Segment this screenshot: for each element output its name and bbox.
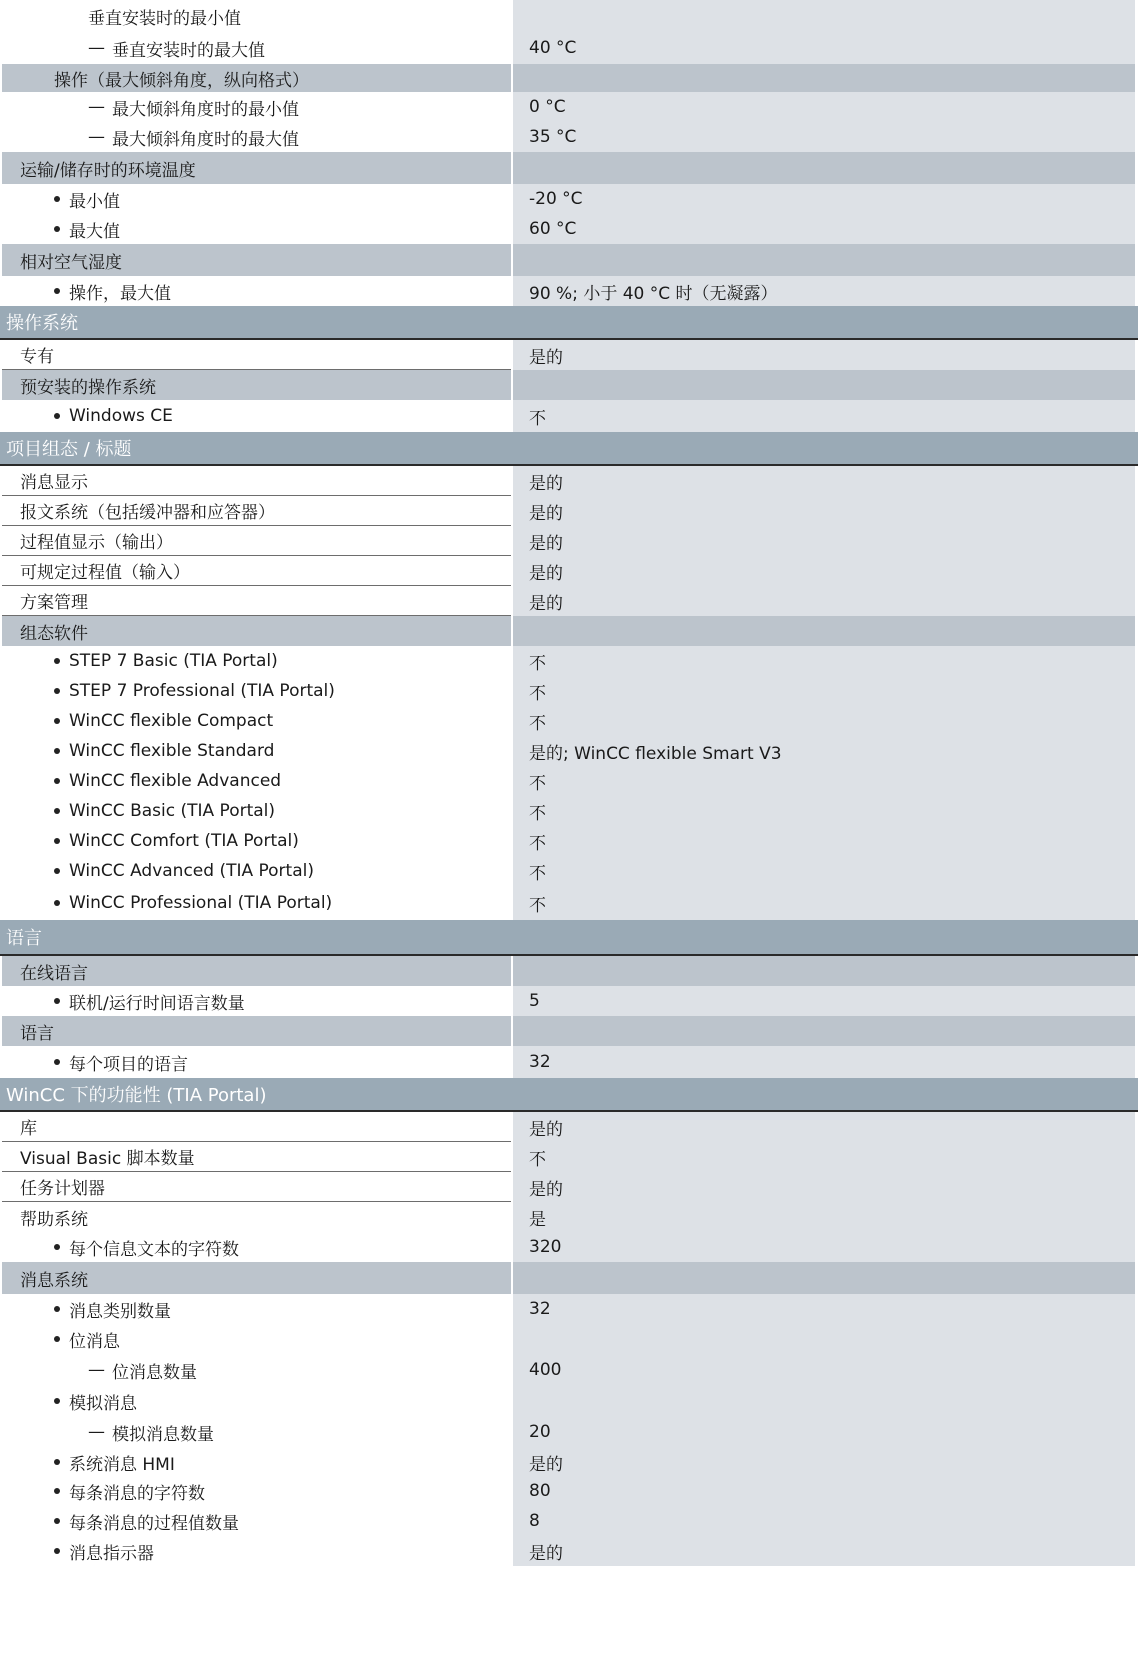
- row-label-cell: [2, 0, 511, 32]
- row-label: 专有: [20, 347, 54, 367]
- row-value: 是: [529, 1209, 546, 1230]
- row-value-cell: [513, 1142, 1135, 1172]
- bullet-icon: [54, 1459, 60, 1465]
- row-value: 是的: [529, 593, 563, 614]
- row-value-cell: [513, 676, 1135, 706]
- bullet-icon: [54, 808, 60, 814]
- table-row: [0, 1416, 1138, 1448]
- subheader-row: [0, 616, 1138, 646]
- row-value: -20 °C: [529, 189, 583, 209]
- row-label: 可规定过程值（输入）: [20, 563, 190, 583]
- table-row: [0, 736, 1138, 766]
- row-value-cell: [513, 956, 1135, 986]
- table-row: [0, 92, 1138, 122]
- row-label: WinCC Basic (TIA Portal): [69, 801, 276, 821]
- row-label-cell: [2, 184, 511, 214]
- category-header: [0, 1078, 1138, 1112]
- row-value: 不: [529, 1149, 546, 1170]
- row-value-cell: [513, 1202, 1135, 1232]
- row-label: 每条消息的过程值数量: [69, 1513, 239, 1534]
- row-value-cell: [513, 586, 1135, 616]
- row-label-cell: [2, 1476, 511, 1506]
- category-title: 操作系统: [6, 313, 78, 334]
- row-value-cell: [513, 616, 1135, 646]
- row-label-cell: [2, 1046, 511, 1078]
- row-label-cell: [2, 466, 511, 496]
- row-value-cell: [513, 1324, 1135, 1354]
- row-value-cell: [513, 184, 1135, 214]
- row-value-cell: [513, 526, 1135, 556]
- bullet-icon: [54, 998, 60, 1004]
- row-value: 400: [529, 1360, 562, 1380]
- row-label: Visual Basic 脚本数量: [20, 1149, 195, 1169]
- row-label-cell: [2, 766, 511, 796]
- row-label-cell: [2, 1172, 511, 1202]
- row-value-cell: [513, 1294, 1135, 1324]
- dash-icon: —: [88, 38, 105, 58]
- row-value-cell: [513, 1354, 1135, 1386]
- row-label-cell: [2, 736, 511, 766]
- dash-icon: —: [88, 97, 105, 117]
- bullet-icon: [54, 778, 60, 784]
- table-row: [0, 340, 1138, 370]
- row-label-cell: [2, 152, 511, 184]
- bullet-icon: [54, 748, 60, 754]
- row-value-cell: [513, 826, 1135, 856]
- row-label-cell: [2, 1386, 511, 1416]
- row-label: 相对空气湿度: [20, 252, 122, 273]
- bullet-icon: [54, 1518, 60, 1524]
- bullet-icon: [54, 658, 60, 664]
- row-label: 库: [20, 1119, 37, 1139]
- table-row: [0, 1172, 1138, 1202]
- row-value-cell: [513, 1416, 1135, 1448]
- row-value: 320: [529, 1237, 562, 1257]
- dash-icon: —: [88, 1360, 105, 1380]
- bullet-icon: [54, 413, 60, 419]
- row-label: Windows CE: [69, 406, 173, 426]
- row-label-cell: [2, 1262, 511, 1294]
- table-row: [0, 526, 1138, 556]
- row-label-cell: [2, 1202, 511, 1232]
- bullet-icon: [54, 1244, 60, 1250]
- row-label: 组态软件: [20, 623, 88, 644]
- row-label: 模拟消息: [69, 1393, 137, 1414]
- row-value-cell: [513, 556, 1135, 586]
- row-label: 帮助系统: [20, 1209, 88, 1230]
- row-value-cell: [513, 1476, 1135, 1506]
- row-value-cell: [513, 64, 1135, 92]
- row-label-cell: [2, 214, 511, 244]
- row-value: 是的; WinCC flexible Smart V3: [529, 743, 782, 764]
- table-row: [0, 1476, 1138, 1506]
- row-value: 不: [529, 683, 546, 704]
- table-row: [0, 796, 1138, 826]
- bullet-icon: [54, 226, 60, 232]
- row-value-cell: [513, 1232, 1135, 1262]
- row-value-cell: [513, 1046, 1135, 1078]
- row-label: 最大倾斜角度时的最小值: [112, 99, 299, 120]
- row-label-cell: [2, 400, 511, 432]
- table-row: [0, 856, 1138, 886]
- table-row: [0, 400, 1138, 432]
- row-value: 是的: [529, 1179, 563, 1200]
- row-label-cell: [2, 526, 511, 556]
- row-label-cell: [2, 856, 511, 886]
- table-row: [0, 1506, 1138, 1536]
- category-header: [0, 306, 1138, 340]
- row-value-cell: [513, 766, 1135, 796]
- row-label: 最大值: [69, 221, 120, 242]
- row-value: 是的: [529, 347, 563, 368]
- row-value-cell: [513, 646, 1135, 676]
- row-label: 操作（最大倾斜角度，纵向格式）: [54, 70, 309, 91]
- row-label: WinCC Professional (TIA Portal): [69, 893, 333, 913]
- row-label-cell: [2, 556, 511, 586]
- row-value-cell: [513, 1536, 1135, 1566]
- row-value: 是的: [529, 473, 563, 494]
- row-label: 系统消息 HMI: [69, 1454, 175, 1475]
- row-label: 每个项目的语言: [69, 1054, 188, 1075]
- row-value: 是的: [529, 1543, 563, 1564]
- bullet-icon: [54, 1306, 60, 1312]
- row-value-cell: [513, 706, 1135, 736]
- table-row: [0, 0, 1138, 32]
- row-value-cell: [513, 856, 1135, 886]
- row-label: 过程值显示（输出）: [20, 533, 173, 553]
- table-row: [0, 1112, 1138, 1142]
- row-label-cell: [2, 956, 511, 986]
- row-label: WinCC flexible Advanced: [69, 771, 282, 791]
- row-label-cell: [2, 1536, 511, 1566]
- subheader-row: [0, 152, 1138, 184]
- row-label: 运输/储存时的环境温度: [20, 160, 196, 181]
- row-label-cell: [2, 1232, 511, 1262]
- row-value: 32: [529, 1052, 551, 1072]
- row-label-cell: [2, 1016, 511, 1046]
- subheader-row: [0, 370, 1138, 400]
- row-label: WinCC Comfort (TIA Portal): [69, 831, 299, 851]
- bullet-icon: [54, 1336, 60, 1342]
- table-row: [0, 826, 1138, 856]
- row-value: 不: [529, 408, 546, 429]
- table-row: [0, 556, 1138, 586]
- row-value: 不: [529, 653, 546, 674]
- row-label: STEP 7 Basic (TIA Portal): [69, 651, 278, 671]
- table-row: [0, 1232, 1138, 1262]
- row-value-cell: [513, 1448, 1135, 1476]
- row-label: 消息显示: [20, 473, 88, 493]
- row-label: 语言: [20, 1023, 54, 1044]
- row-label: 位消息数量: [112, 1362, 197, 1383]
- row-label-cell: [2, 616, 511, 646]
- subheader-row: [0, 956, 1138, 986]
- row-label-cell: [2, 122, 511, 152]
- row-label: WinCC Advanced (TIA Portal): [69, 861, 314, 881]
- row-label-cell: [2, 1506, 511, 1536]
- row-value: 8: [529, 1511, 540, 1531]
- row-value: 20: [529, 1422, 551, 1442]
- row-label: 操作，最大值: [69, 283, 171, 304]
- row-label: 报文系统（包括缓冲器和应答器）: [20, 503, 275, 523]
- row-value: 35 °C: [529, 127, 577, 147]
- subheader-row: [0, 244, 1138, 276]
- row-value: 90 %; 小于 40 °C 时（无凝露）: [529, 283, 778, 304]
- row-value: 60 °C: [529, 219, 577, 239]
- row-label: 消息类别数量: [69, 1301, 171, 1322]
- table-row: [0, 122, 1138, 152]
- row-label: WinCC flexible Standard: [69, 741, 275, 761]
- row-value-cell: [513, 1386, 1135, 1416]
- row-value-cell: [513, 1016, 1135, 1046]
- table-row: [0, 214, 1138, 244]
- category-header: [0, 432, 1138, 466]
- row-value: 不: [529, 803, 546, 824]
- row-value: 不: [529, 713, 546, 734]
- table-row: [0, 986, 1138, 1016]
- table-row: [0, 466, 1138, 496]
- row-label-cell: [2, 1324, 511, 1354]
- row-label: 最大倾斜角度时的最大值: [112, 129, 299, 150]
- row-value: 5: [529, 991, 540, 1011]
- bullet-icon: [54, 838, 60, 844]
- row-label: 垂直安装时的最小值: [88, 8, 241, 29]
- bullet-icon: [54, 688, 60, 694]
- row-label: 任务计划器: [20, 1179, 105, 1199]
- row-value-cell: [513, 370, 1135, 400]
- row-value: 是的: [529, 1454, 563, 1475]
- row-value-cell: [513, 886, 1135, 920]
- category-header: [0, 920, 1138, 956]
- row-label: 最小值: [69, 191, 120, 212]
- row-value-cell: [513, 1262, 1135, 1294]
- row-label-cell: [2, 1416, 511, 1448]
- bullet-icon: [54, 900, 60, 906]
- row-label: 位消息: [69, 1331, 120, 1352]
- category-title: WinCC 下的功能性 (TIA Portal): [6, 1085, 267, 1106]
- row-value-cell: [513, 1506, 1135, 1536]
- row-label-cell: [2, 340, 511, 370]
- row-value: 是的: [529, 1119, 563, 1140]
- row-value: 40 °C: [529, 38, 577, 58]
- table-row: [0, 1294, 1138, 1324]
- bullet-icon: [54, 196, 60, 202]
- dash-icon: —: [88, 127, 105, 147]
- row-value: 不: [529, 863, 546, 884]
- row-label: STEP 7 Professional (TIA Portal): [69, 681, 335, 701]
- table-row: [0, 1448, 1138, 1476]
- row-label-cell: [2, 676, 511, 706]
- row-value-cell: [513, 0, 1135, 32]
- row-label-cell: [2, 1112, 511, 1142]
- row-label: 消息指示器: [69, 1543, 154, 1564]
- row-label-cell: [2, 1354, 511, 1386]
- row-label: 预安装的操作系统: [20, 377, 156, 398]
- row-label-cell: [2, 586, 511, 616]
- row-value: 是的: [529, 563, 563, 584]
- row-value: 不: [529, 773, 546, 794]
- table-row: [0, 276, 1138, 306]
- row-value-cell: [513, 986, 1135, 1016]
- row-label: 垂直安装时的最大值: [112, 40, 265, 61]
- row-label: WinCC flexible Compact: [69, 711, 274, 731]
- row-label-cell: [2, 92, 511, 122]
- row-label-cell: [2, 370, 511, 400]
- row-label-cell: [2, 706, 511, 736]
- row-label-cell: [2, 1142, 511, 1172]
- row-value-cell: [513, 152, 1135, 184]
- row-value: 0 °C: [529, 97, 566, 117]
- subheader-row: [0, 64, 1138, 92]
- subheader-row: [0, 1016, 1138, 1046]
- row-label-cell: [2, 276, 511, 306]
- row-label-cell: [2, 64, 511, 92]
- row-label-cell: [2, 244, 511, 276]
- row-value-cell: [513, 244, 1135, 276]
- row-label: 联机/运行时间语言数量: [69, 993, 245, 1014]
- table-row: [0, 32, 1138, 64]
- row-label-cell: [2, 986, 511, 1016]
- row-value-cell: [513, 92, 1135, 122]
- bullet-icon: [54, 868, 60, 874]
- table-row: [0, 1202, 1138, 1232]
- category-title: 项目组态 / 标题: [6, 439, 132, 460]
- bullet-icon: [54, 718, 60, 724]
- row-label-cell: [2, 1294, 511, 1324]
- row-value-cell: [513, 736, 1135, 766]
- row-value: 32: [529, 1299, 551, 1319]
- dash-icon: —: [88, 1422, 105, 1442]
- row-value: 80: [529, 1481, 551, 1501]
- row-label-cell: [2, 32, 511, 64]
- row-value-cell: [513, 1112, 1135, 1142]
- table-row: [0, 184, 1138, 214]
- table-row: [0, 676, 1138, 706]
- row-value: 不: [529, 895, 546, 916]
- row-label: 每条消息的字符数: [69, 1483, 205, 1504]
- row-value: 是的: [529, 503, 563, 524]
- table-row: [0, 1324, 1138, 1354]
- row-value-cell: [513, 496, 1135, 526]
- table-row: [0, 706, 1138, 736]
- row-value-cell: [513, 32, 1135, 64]
- row-label-cell: [2, 496, 511, 526]
- table-row: [0, 646, 1138, 676]
- row-value-cell: [513, 340, 1135, 370]
- table-row: [0, 886, 1138, 920]
- row-value-cell: [513, 214, 1135, 244]
- table-row: [0, 496, 1138, 526]
- row-label-cell: [2, 826, 511, 856]
- row-value-cell: [513, 796, 1135, 826]
- row-value-cell: [513, 276, 1135, 306]
- row-value: 是的: [529, 533, 563, 554]
- table-row: [0, 1386, 1138, 1416]
- table-row: [0, 1142, 1138, 1172]
- row-label: 消息系统: [20, 1270, 88, 1291]
- row-value: 不: [529, 833, 546, 854]
- bullet-icon: [54, 1059, 60, 1065]
- bullet-icon: [54, 1488, 60, 1494]
- table-row: [0, 1046, 1138, 1078]
- row-value-cell: [513, 1172, 1135, 1202]
- bullet-icon: [54, 1548, 60, 1554]
- table-row: [0, 766, 1138, 796]
- row-value-cell: [513, 466, 1135, 496]
- table-row: [0, 1536, 1138, 1566]
- table-row: [0, 1354, 1138, 1386]
- bullet-icon: [54, 288, 60, 294]
- subheader-row: [0, 1262, 1138, 1294]
- row-label-cell: [2, 1448, 511, 1476]
- row-label: 方案管理: [20, 593, 88, 613]
- row-label-cell: [2, 646, 511, 676]
- row-label: 在线语言: [20, 963, 88, 984]
- row-label: 每个信息文本的字符数: [69, 1239, 239, 1260]
- category-title: 语言: [6, 928, 42, 949]
- bullet-icon: [54, 1398, 60, 1404]
- row-label: 模拟消息数量: [112, 1424, 214, 1445]
- table-row: [0, 586, 1138, 616]
- row-label-cell: [2, 796, 511, 826]
- row-value-cell: [513, 400, 1135, 432]
- row-label-cell: [2, 886, 511, 920]
- row-value-cell: [513, 122, 1135, 152]
